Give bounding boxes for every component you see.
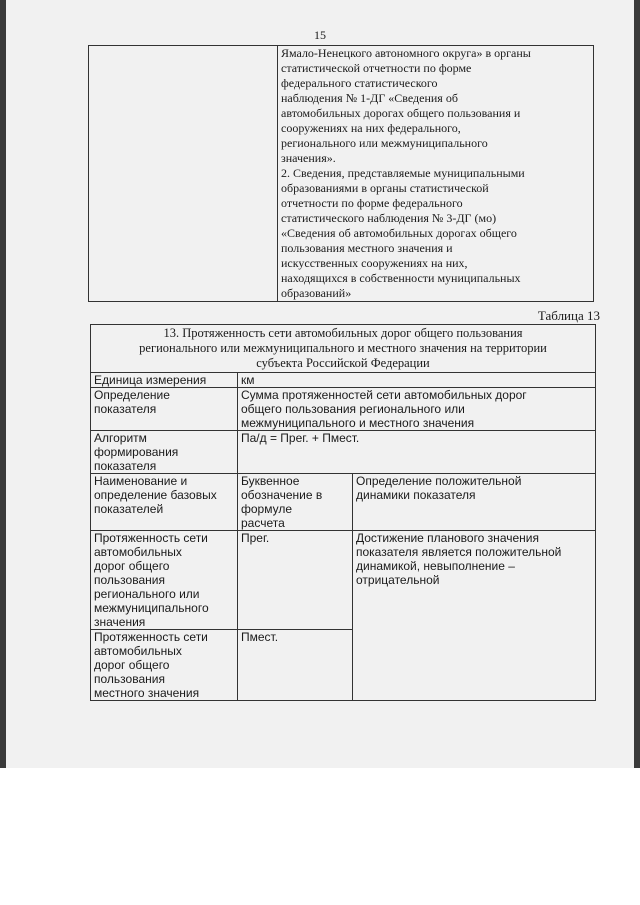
text-line: образованиями в органы статистической — [281, 181, 489, 195]
row1-symbol-cell — [238, 531, 353, 630]
text-line: значения». — [281, 151, 336, 165]
row2-symbol: Пмест. — [241, 630, 279, 644]
name-line: автомобильных — [94, 545, 182, 559]
unit-label-cell — [91, 373, 238, 388]
dynamics-line: динамикой, невыполнение – — [356, 559, 515, 573]
label-line: показателя — [94, 459, 157, 473]
dynamics-line: отрицательной — [356, 573, 440, 587]
row2-symbol-cell — [238, 630, 353, 701]
text-line: статистической отчетности по форме — [281, 61, 472, 75]
header-line: Наименование и — [94, 474, 188, 488]
name-line: межмуниципального — [94, 601, 209, 615]
text-line: находящихся в собственности муниципальных — [281, 271, 521, 285]
row1-symbol: Прег. — [241, 531, 270, 545]
page-number: 15 — [314, 28, 326, 42]
table-title — [91, 325, 596, 373]
text-line: федерального статистического — [281, 76, 438, 90]
name-line: Протяженность сети — [94, 630, 208, 644]
definition-label-cell — [91, 388, 238, 431]
algorithm-formula: Па/д = Прег. + Пмест. — [241, 431, 360, 445]
continuation-empty-cell — [89, 46, 278, 302]
name-line: значения — [94, 615, 146, 629]
text-line: регионального или межмуниципального — [281, 136, 488, 150]
indicator-table-13 — [90, 324, 596, 701]
title-line: субъекта Российской Федерации — [256, 356, 430, 370]
header-line: определение базовых — [94, 488, 217, 502]
title-line: 13. Протяженность сети автомобильных дорог общего пользования — [163, 326, 523, 340]
text-line: «Сведения об автомобильных дорогах общего — [281, 226, 517, 240]
unit-label: Единица измерения — [94, 373, 207, 387]
header-line: динамики показателя — [356, 488, 476, 502]
value-line: общего пользования регионального или — [241, 402, 465, 416]
header-line: формуле — [241, 502, 293, 516]
unit-value-cell — [238, 373, 596, 388]
header-line: Определение положительной — [356, 474, 522, 488]
name-line: регионального или — [94, 587, 200, 601]
text-line: сооружениях на них федерального, — [281, 121, 461, 135]
name-line: Протяженность сети — [94, 531, 208, 545]
text-line: автомобильных дорогах общего пользования и — [281, 106, 521, 120]
label-line: показателя — [94, 402, 157, 416]
continuation-table — [88, 45, 594, 302]
header-line: расчета — [241, 516, 285, 530]
header-line: обозначение в — [241, 488, 323, 502]
label-line: формирования — [94, 445, 179, 459]
label-line: Алгоритм — [94, 431, 147, 445]
name-line: местного значения — [94, 686, 200, 700]
dynamics-line: Достижение планового значения — [356, 531, 539, 545]
text-line: Ямало-Ненецкого автономного округа» в органы — [281, 46, 531, 60]
text-line: 2. Сведения, представляемые муниципальными — [281, 166, 525, 180]
algorithm-formula-cell — [238, 431, 596, 474]
text-line: наблюдения № 1-ДГ «Сведения об — [281, 91, 458, 105]
name-line: дорог общего — [94, 658, 170, 672]
text-line: пользования местного значения и — [281, 241, 453, 255]
title-line: регионального или межмуниципального и местного значения на территории — [139, 341, 547, 355]
continuation-text-cell — [278, 46, 594, 302]
text-line: образований» — [281, 286, 352, 300]
dynamics-line: показателя является положительной — [356, 545, 562, 559]
name-line: пользования — [94, 573, 165, 587]
scan-edge-left — [0, 0, 6, 768]
value-line: Сумма протяженностей сети автомобильных дорог — [241, 388, 527, 402]
row2-name-cell — [91, 630, 238, 701]
text-line: искусственных сооружениях на них, — [281, 256, 468, 270]
text-line: статистического наблюдения № 3-ДГ (мо) — [281, 211, 497, 225]
table-label: Таблица 13 — [537, 308, 600, 323]
header-line: Буквенное — [241, 474, 300, 488]
header-symbol-cell — [238, 474, 353, 531]
text-line: отчетности по форме федерального — [281, 196, 463, 210]
algorithm-label-cell — [91, 431, 238, 474]
name-line: пользования — [94, 672, 165, 686]
unit-value: км — [241, 373, 255, 387]
dynamics-cell — [353, 531, 596, 701]
name-line: дорог общего — [94, 559, 170, 573]
name-line: автомобильных — [94, 644, 182, 658]
value-line: межмуниципального и местного значения — [241, 416, 475, 430]
definition-value-cell — [238, 388, 596, 431]
header-line: показателей — [94, 502, 164, 516]
scan-edge-right — [634, 0, 640, 768]
label-line: Определение — [94, 388, 170, 402]
row1-name-cell — [91, 531, 238, 630]
header-name-cell — [91, 474, 238, 531]
header-dynamics-cell — [353, 474, 596, 531]
